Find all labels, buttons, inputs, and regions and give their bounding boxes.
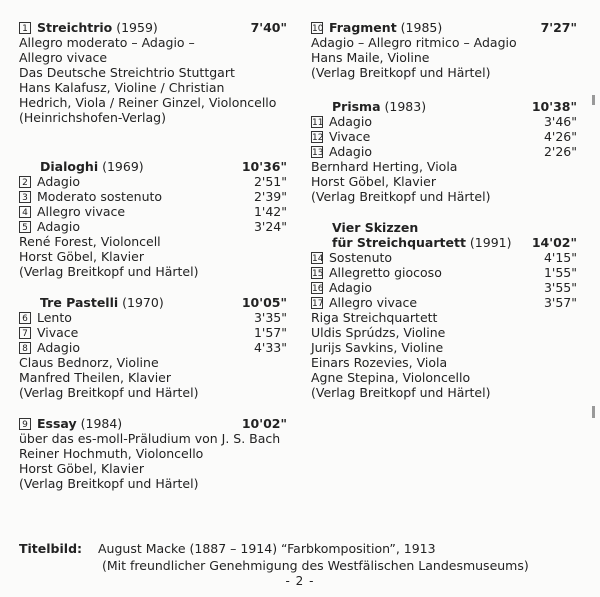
track-number: 1 (19, 22, 31, 34)
movement-duration: 2'51" (253, 174, 287, 189)
detail-line: (Verlag Breitkopf und Härtel) (19, 476, 199, 491)
work-total-duration: 10'38" (531, 99, 577, 114)
right-column (311, 20, 577, 400)
credit-text: August Macke (1887 – 1914) “Farbkomposition”, 1913 (98, 541, 436, 556)
detail-line: (Verlag Breitkopf und Härtel) (19, 264, 199, 279)
detail-line: (Verlag Breitkopf und Härtel) (311, 65, 491, 80)
movement-name: Allegretto giocoso (329, 265, 442, 280)
movement-duration: 3'24" (253, 219, 287, 234)
track-number: 15 (312, 269, 324, 279)
movement-name: Sostenuto (329, 250, 393, 265)
movement-row (19, 340, 287, 355)
movement-duration: 3'57" (543, 295, 577, 310)
work-prisma (311, 99, 577, 204)
detail-line: Hedrich, Viola / Reiner Ginzel, Violoncello (19, 95, 277, 110)
detail-line: Manfred Theilen, Klavier (19, 370, 172, 385)
track-number: 12 (312, 133, 324, 143)
detail-line: Hans Maile, Violine (311, 50, 430, 65)
detail-line: Allegro moderato – Adagio – (19, 35, 195, 50)
movement-row (19, 204, 287, 219)
track-number: 3 (19, 191, 31, 203)
cover-credit (19, 540, 579, 574)
detail-line: Horst Göbel, Klavier (311, 174, 436, 189)
detail-line: über das es-moll-Präludium von J. S. Bach (19, 431, 281, 446)
detail-line: (Verlag Breitkopf und Härtel) (311, 385, 491, 400)
movement-duration: 1'57" (253, 325, 287, 340)
work-title: Tre Pastelli (40, 295, 119, 310)
detail-line: Jurijs Savkins, Violine (311, 340, 444, 355)
work-vier-skizzen (311, 220, 577, 400)
track-number: 10 (312, 24, 324, 34)
work-total-duration: 7'27" (540, 20, 577, 35)
detail-line: Adagio – Allegro ritmico – Adagio (311, 35, 517, 50)
movement-duration: 2'26" (543, 144, 577, 159)
movement-row (19, 325, 287, 340)
movement-row (311, 265, 577, 280)
detail-line: Allegro vivace (19, 50, 108, 65)
detail-line: René Forest, Violoncell (19, 234, 161, 249)
left-column (19, 20, 287, 491)
work-heading (311, 235, 577, 250)
movement-duration: 1'55" (543, 265, 577, 280)
movement-name: Adagio (329, 144, 372, 159)
movement-name: Allegro vivace (329, 295, 418, 310)
movement-row (311, 250, 577, 265)
work-heading (19, 295, 287, 310)
movement-row (19, 219, 287, 234)
work-title: Fragment (329, 20, 397, 35)
detail-line: Bernhard Herting, Viola (311, 159, 458, 174)
detail-line: (Verlag Breitkopf und Härtel) (19, 385, 199, 400)
work-total-duration: 10'02" (241, 416, 287, 431)
movement-name: Allegro vivace (37, 204, 126, 219)
movement-duration: 3'35" (253, 310, 287, 325)
work-year: (1991) (469, 235, 512, 250)
track-number: 9 (19, 418, 31, 430)
page-number: - 2 - (285, 574, 315, 588)
work-heading (19, 20, 287, 35)
movement-row (311, 114, 577, 129)
movement-duration: 4'33" (253, 340, 287, 355)
work-heading (311, 20, 577, 35)
detail-line: Das Deutsche Streichtrio Stuttgart (19, 65, 235, 80)
work-total-duration: 10'36" (241, 159, 287, 174)
work-total-duration: 14'02" (531, 235, 577, 250)
track-number: 5 (19, 221, 31, 233)
movement-row (311, 144, 577, 159)
track-number: 11 (312, 118, 324, 128)
work-heading (19, 159, 287, 174)
movement-duration: 4'15" (543, 250, 577, 265)
scan-edge-mark (592, 406, 595, 418)
movement-name: Moderato sostenuto (37, 189, 163, 204)
movement-duration: 3'55" (543, 280, 577, 295)
work-heading (19, 416, 287, 431)
track-number: 7 (19, 327, 31, 339)
detail-line: (Verlag Breitkopf und Härtel) (311, 189, 491, 204)
work-title: Prisma (332, 99, 381, 114)
movement-duration: 3'46" (543, 114, 577, 129)
track-number: 17 (312, 299, 324, 309)
work-year: (1983) (384, 99, 427, 114)
work-year: (1984) (80, 416, 123, 431)
detail-line: Uldis Sprúdzs, Violine (311, 325, 446, 340)
track-number: 2 (19, 176, 31, 188)
track-number: 8 (19, 342, 31, 354)
movement-duration: 2'39" (253, 189, 287, 204)
work-title-continued: für Streichquartett (332, 235, 466, 250)
movement-name: Adagio (37, 340, 80, 355)
detail-line: Claus Bednorz, Violine (19, 355, 159, 370)
work-streichtrio (19, 20, 287, 125)
work-title: Vier Skizzen (332, 220, 419, 235)
work-essay (19, 416, 287, 491)
credit-line (19, 540, 579, 557)
work-year: (1959) (116, 20, 158, 35)
work-tre-pastelli (19, 295, 287, 400)
detail-line: Agne Stepina, Violoncello (311, 370, 471, 385)
work-year: (1970) (122, 295, 164, 310)
detail-line: Riga Streichquartett (311, 310, 438, 325)
detail-line: (Heinrichshofen-Verlag) (19, 110, 166, 125)
movement-row (19, 189, 287, 204)
track-number: 16 (312, 284, 324, 294)
track-number: 6 (19, 312, 31, 324)
work-total-duration: 10'05" (241, 295, 287, 310)
credit-permission: (Mit freundlicher Genehmigung des Westfälischen Landesmuseums) (102, 558, 529, 573)
movement-row (19, 310, 287, 325)
movement-row (19, 174, 287, 189)
movement-name: Vivace (37, 325, 79, 340)
track-number: 14 (312, 254, 324, 264)
movement-row (311, 129, 577, 144)
detail-line: Einars Rozevies, Viola (311, 355, 448, 370)
work-heading (311, 99, 577, 114)
scan-edge-mark (592, 95, 595, 105)
movement-duration: 1'42" (253, 204, 287, 219)
work-dialoghi (19, 159, 287, 279)
detail-line: Reiner Hochmuth, Violoncello (19, 446, 204, 461)
movement-name: Adagio (329, 114, 372, 129)
movement-name: Adagio (329, 280, 372, 295)
movement-duration: 4'26" (543, 129, 577, 144)
work-title: Dialoghi (40, 159, 99, 174)
track-number: 4 (19, 206, 31, 218)
detail-line: Hans Kalafusz, Violine / Christian (19, 80, 225, 95)
movement-name: Adagio (37, 219, 80, 234)
movement-name: Lento (37, 310, 72, 325)
work-total-duration: 7'40" (250, 20, 287, 35)
work-fragment (311, 20, 577, 80)
movement-name: Vivace (329, 129, 371, 144)
movement-row (311, 280, 577, 295)
detail-line: Horst Göbel, Klavier (19, 461, 144, 476)
movement-name: Adagio (37, 174, 80, 189)
work-title: Streichtrio (37, 20, 113, 35)
credit-label: Titelbild: (19, 541, 83, 556)
movement-row (311, 295, 577, 310)
detail-line: Horst Göbel, Klavier (19, 249, 144, 264)
work-title: Essay (37, 416, 77, 431)
work-year: (1985) (400, 20, 443, 35)
work-year: (1969) (102, 159, 144, 174)
track-number: 13 (312, 148, 324, 158)
